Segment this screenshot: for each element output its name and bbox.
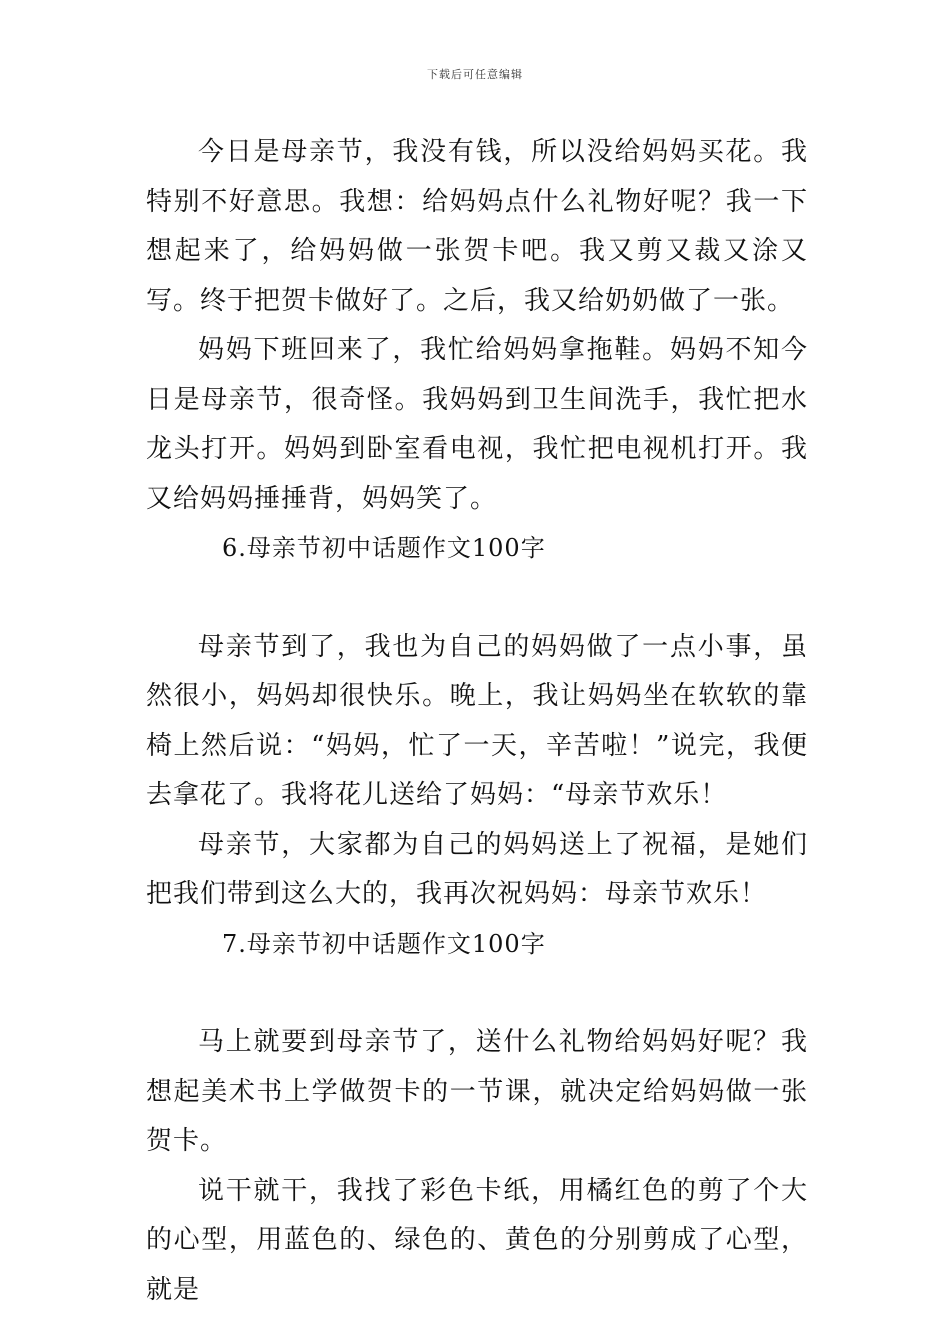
paragraph-5: 马上就要到母亲节了，送什么礼物给妈妈好呢？我想起美术书上学做贺卡的一节课，就决定给妈妈做一张贺卡。 — [146, 1027, 808, 1156]
spacer — [146, 969, 808, 1018]
paragraph-2: 妈妈下班回来了，我忙给妈妈拿拖鞋。妈妈不知今日是母亲节，很奇怪。我妈妈到卫生间洗手，我忙把水龙头打开。妈妈到卧室看电视，我忙把电视机打开。我又给妈妈捶捶背，妈妈笑了。 — [146, 335, 808, 514]
section-6-title: 6.母亲节初中话题作文100字 — [222, 534, 546, 562]
section-7-title: 7.母亲节初中话题作文100字 — [222, 929, 546, 958]
page-header-note: 下载后可任意编辑 — [427, 68, 523, 81]
paragraph-3: 母亲节到了，我也为自己的妈妈做了一点小事，虽然很小，妈妈却很快乐。晚上，我让妈妈坐在软软的靠椅上然后说：“妈妈，忙了一天，辛苦啦！”说完，我便去拿花了。我将花儿送给了妈妈：“母亲节欢乐！ — [146, 631, 808, 810]
paragraph-6: 说干就干，我找了彩色卡纸，用橘红色的剪了个大的心型，用蓝色的、绿色的、黄色的分别剪成了心型，就是 — [146, 1175, 808, 1305]
paragraph-4: 母亲节，大家都为自己的妈妈送上了祝福，是她们把我们带到这么大的，我再次祝妈妈：母亲节欢乐！ — [146, 829, 808, 909]
spacer — [146, 574, 808, 623]
document-body — [146, 128, 808, 1315]
paragraph-1: 今日是母亲节，我没有钱，所以没给妈妈买花。我特别不好意思。我想：给妈妈点什么礼物好呢？我一下想起来了，给妈妈做一张贺卡吧。我又剪又裁又涂又写。终于把贺卡做好了。之后，我又给奶奶做了一张。 — [146, 137, 808, 316]
